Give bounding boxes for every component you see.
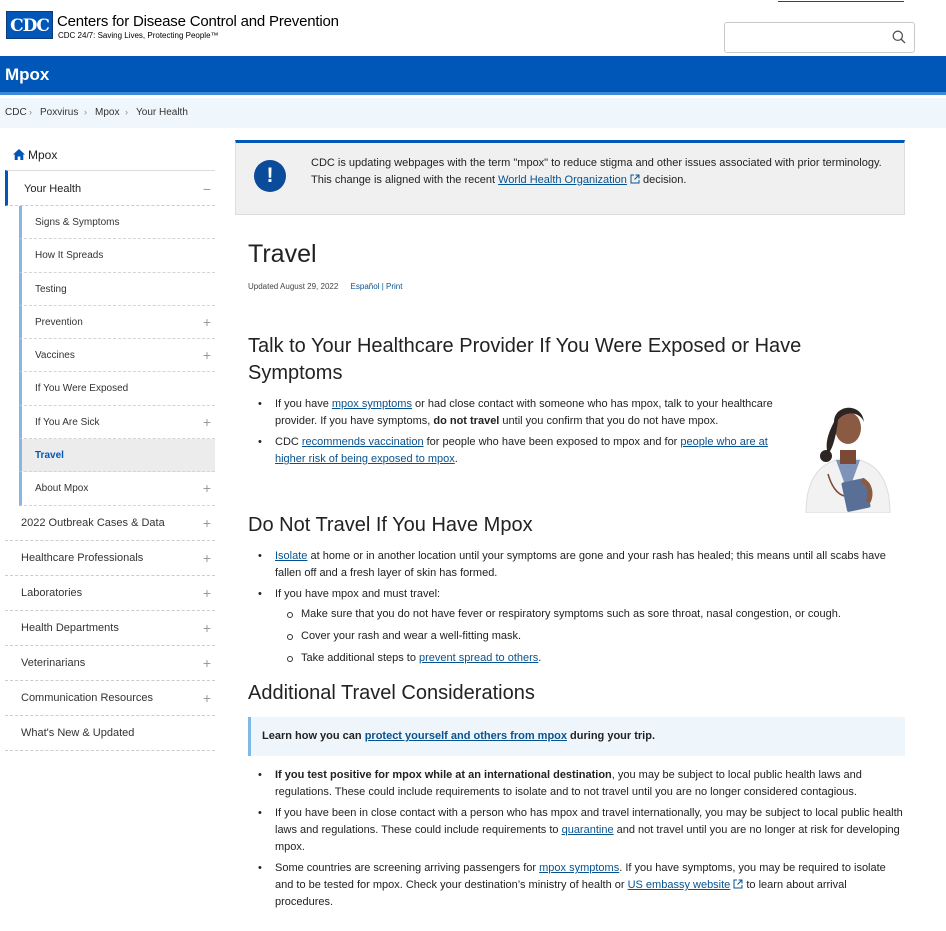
left-nav [5, 140, 215, 751]
nav-item-label: About Mpox [35, 483, 89, 495]
text: Learn how you can [262, 730, 365, 742]
nav-item-vaccines[interactable] [19, 339, 215, 372]
collapse-icon[interactable]: − [202, 181, 211, 197]
section-heading-do-not-travel: Do Not Travel If You Have Mpox [248, 514, 533, 536]
nav-your-health[interactable] [5, 170, 215, 206]
isolate-link[interactable]: Isolate [275, 550, 308, 562]
sub-list-item: Cover your rash and wear a well-fitting mask. [275, 628, 898, 645]
top-links[interactable] [778, 0, 904, 2]
list-item [248, 548, 898, 582]
text: to learn about arrival procedures. [275, 879, 847, 908]
nav-item-label: Prevention [35, 316, 83, 328]
nav-item-label: Veterinarians [21, 656, 86, 669]
text-bold: If you test positive for mpox while at an international destination [275, 769, 612, 781]
list-item [248, 767, 905, 801]
nav-item-laboratories[interactable] [5, 576, 215, 611]
tagline: CDC 24/7: Saving Lives, Protecting People™ [58, 31, 219, 40]
nav-your-health-label: Your Health [24, 183, 82, 195]
sub-list [275, 606, 898, 667]
expand-icon[interactable]: + [202, 313, 211, 330]
healthcare-provider-illustration [798, 398, 898, 513]
nav-home[interactable] [5, 140, 215, 170]
sec2-list [248, 548, 898, 672]
exclamation-icon: ! [254, 160, 286, 192]
nav-item-label: Travel [35, 450, 64, 462]
text: If you have mpox and must travel: [275, 588, 441, 600]
external-link-icon[interactable] [630, 174, 640, 184]
sec1-list [248, 396, 778, 472]
nav-item-healthcare-professionals[interactable] [5, 541, 215, 576]
search-input[interactable] [731, 23, 881, 51]
nav-item-label: Communication Resources [21, 691, 154, 704]
nav-item-veterinarians[interactable] [5, 646, 215, 681]
nav-item-label: How It Spreads [35, 250, 104, 262]
text: If you have been in close contact with a person who has mpox and travel internationally, you may be subject to local public health laws and regulations. These could include requirements to [275, 807, 903, 836]
nav-item-outbreak-cases[interactable] [5, 506, 215, 541]
list-item [248, 860, 905, 911]
sub-list-item [275, 650, 898, 667]
nav-item-label: Healthcare Professionals [21, 551, 144, 564]
text: at home or in another location until your symptoms are gone and your rash has healed; this means until all scabs have fallen off and a fresh layer of skin has formed. [275, 550, 886, 579]
nav-item-communication-resources[interactable] [5, 681, 215, 716]
list-item [248, 805, 905, 856]
mpox-symptoms-link[interactable]: mpox symptoms [539, 862, 620, 874]
alert-banner [235, 140, 905, 215]
updated-date: Updated August 29, 2022 [248, 282, 339, 291]
sec3-list [248, 767, 905, 915]
breadcrumb-poxvirus[interactable]: Poxvirus [40, 107, 79, 118]
nav-item-label: Vaccines [35, 350, 75, 362]
text: . [538, 652, 542, 664]
chevron-right-icon: › [29, 107, 32, 117]
separator: | [381, 282, 384, 291]
site-title-bar [0, 56, 946, 95]
text: . [454, 453, 458, 465]
protect-yourself-link[interactable]: protect yourself and others from mpox [364, 730, 567, 742]
nav-item-label: Signs & Symptoms [35, 217, 120, 228]
nav-item-health-departments[interactable] [5, 611, 215, 646]
nav-item-testing[interactable] [19, 273, 215, 306]
expand-icon[interactable]: + [202, 584, 211, 601]
text: during your trip. [567, 730, 655, 742]
text: and not travel until you are no longer at risk for developing mpox. [275, 824, 900, 853]
text: Some countries are screening arriving passengers for [275, 862, 540, 874]
nav-item-if-you-are-sick[interactable] [19, 406, 215, 439]
expand-icon[interactable]: + [202, 689, 211, 706]
quarantine-link[interactable]: quarantine [561, 824, 614, 836]
text: or had close contact with someone who has mpox, talk to your healthcare provider. If you have symptoms, [275, 398, 773, 427]
nav-item-about-mpox[interactable] [19, 472, 215, 505]
updated-line [248, 282, 402, 291]
expand-icon[interactable]: + [202, 619, 211, 636]
nav-item-label: Testing [35, 283, 67, 295]
expand-icon[interactable]: + [202, 413, 211, 430]
page-title: Travel [248, 240, 317, 268]
list-item [248, 396, 778, 430]
list-item [248, 434, 778, 468]
nav-home-label: Mpox [28, 148, 58, 162]
text-bold: do not travel [433, 415, 500, 427]
org-name[interactable]: Centers for Disease Control and Prevention [57, 13, 339, 30]
text: If you have [275, 398, 332, 410]
nav-item-travel[interactable] [19, 439, 215, 472]
nav-item-if-you-were-exposed[interactable] [19, 372, 215, 405]
text: Take additional steps to [301, 652, 420, 664]
callout-box [248, 717, 905, 756]
prevent-spread-link[interactable]: prevent spread to others [419, 652, 539, 664]
nav-item-prevention[interactable] [19, 306, 215, 339]
nav-item-label: If You Were Exposed [35, 383, 129, 395]
text: , you may be subject to local public health laws and regulations. These could include requirements to isolate and to not travel until you are no longer considered contagious. [275, 769, 862, 798]
alert-text [311, 155, 891, 189]
site-title[interactable]: Mpox [5, 65, 50, 84]
search-icon[interactable] [892, 30, 906, 44]
text: for people who have been exposed to mpox and for [423, 436, 681, 448]
nav-item-label: 2022 Outbreak Cases & Data [21, 516, 165, 529]
nav-item-label: Laboratories [21, 586, 83, 599]
nav-item-label: Health Departments [21, 621, 119, 634]
section-heading-talk: Talk to Your Healthcare Provider If You Were Exposed or Have Symptoms [248, 335, 802, 384]
text: until you confirm that you do not have mpox. [499, 415, 719, 427]
external-link-icon[interactable] [733, 879, 743, 889]
espanol-link[interactable]: Español [350, 282, 380, 291]
breadcrumb-your-health: Your Health [136, 107, 188, 118]
cdc-logo[interactable]: CDC [6, 11, 53, 39]
list-item [248, 586, 898, 667]
expand-icon[interactable]: + [202, 654, 211, 671]
who-link[interactable]: World Health Organization [498, 174, 627, 186]
sub-list-item: Make sure that you do not have fever or respiratory symptoms such as sore throat, nasal congestion, or cough. [275, 606, 898, 623]
section-heading-additional: Additional Travel Considerations [248, 682, 535, 704]
nav-item-how-it-spreads[interactable] [19, 239, 215, 272]
chevron-right-icon: › [84, 107, 87, 117]
nav-item-signs-symptoms[interactable] [19, 206, 215, 239]
site-header [0, 0, 946, 56]
alert-text-part: CDC is updating webpages with the term "mpox" to reduce stigma and other issues associated with prior terminology. This change is aligned with the recent [311, 157, 882, 186]
recommends-vaccination-link[interactable]: recommends vaccination [301, 436, 424, 448]
breadcrumb [0, 98, 946, 128]
nav-item-label: If You Are Sick [35, 416, 100, 428]
nav-item-whats-new[interactable] [5, 716, 215, 751]
home-icon [13, 149, 25, 160]
expand-icon[interactable]: + [202, 514, 211, 531]
breadcrumb-cdc[interactable]: CDC [5, 107, 27, 118]
nav-item-label: What's New & Updated [21, 726, 135, 739]
expand-icon[interactable]: + [202, 549, 211, 566]
expand-icon[interactable]: + [202, 347, 211, 364]
mpox-symptoms-link[interactable]: mpox symptoms [331, 398, 412, 410]
alert-text-part: decision. [639, 174, 687, 186]
higher-risk-link[interactable]: people who are at higher risk of being exposed to mpox [275, 436, 768, 465]
search-box [724, 22, 915, 53]
text: . If you have symptoms, you may be required to isolate and to be tested for mpox. Check your destination’s ministry of health or [275, 862, 886, 891]
expand-icon[interactable]: + [202, 480, 211, 497]
chevron-right-icon: › [125, 107, 128, 117]
us-embassy-link[interactable]: US embassy website [627, 879, 731, 891]
print-link[interactable]: Print [386, 282, 403, 291]
text: CDC [275, 436, 302, 448]
breadcrumb-mpox[interactable]: Mpox [95, 107, 120, 118]
